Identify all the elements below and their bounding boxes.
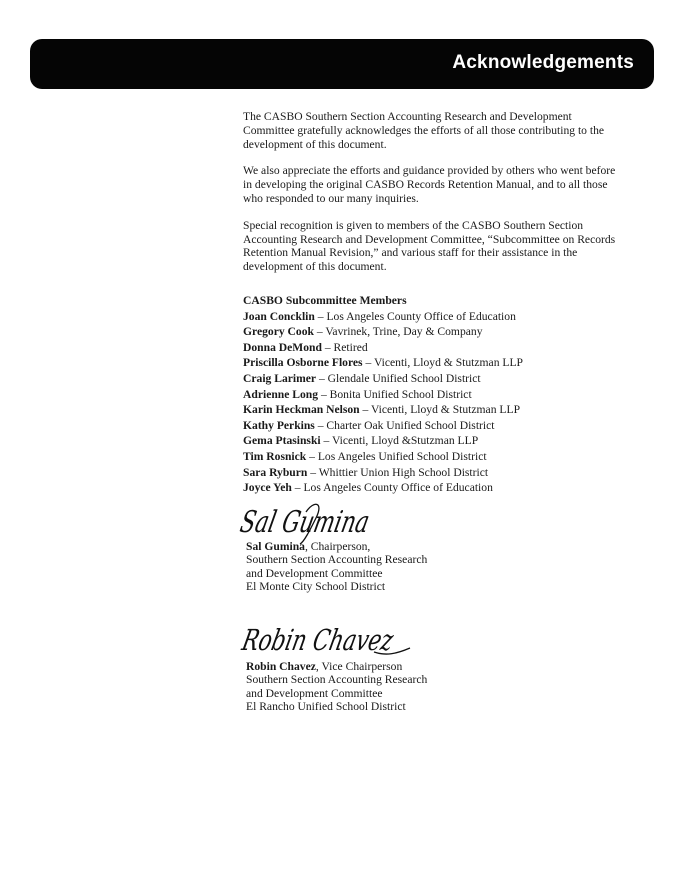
signatory-name: Robin Chavez [246,660,316,673]
member-name: Tim Rosnick [243,449,307,463]
member-item [243,371,623,387]
member-item [243,465,623,481]
signatory-robin-chavez [246,660,427,714]
member-item [243,309,623,325]
header-bar [30,39,654,89]
member-affiliation: – Glendale Unified School District [316,371,481,385]
member-name: Kathy Perkins [243,418,315,432]
member-affiliation: – Vicenti, Lloyd & Stutzman LLP [362,356,523,370]
member-item [243,449,623,465]
member-affiliation: – Whittier Union High School District [307,465,489,479]
member-name: Gema Ptasinski [243,434,321,448]
member-affiliation: – Los Angeles County Office of Education [314,309,516,323]
intro-paragraph: The CASBO Southern Section Accounting Research and Development Committee gratefully acknowledges the efforts of all those contributing to the development of this document. [243,110,605,151]
member-affiliation: – Charter Oak Unified School District [314,418,495,432]
signatory-line: and Development Committee [246,686,383,700]
member-item [243,402,623,418]
signatory-title-line [246,660,427,673]
signatory-line: Southern Section Accounting Research [246,553,428,567]
signatory-title: , Chairperson, [304,540,371,553]
member-item [243,387,623,403]
acknowledgements-body [243,110,623,496]
member-affiliation: – Los Angeles County Office of Education [291,481,493,495]
member-name: Joyce Yeh [243,481,292,495]
signatory-title: , Vice Chairperson [315,660,403,673]
page-title: Acknowledgements [452,52,634,73]
member-affiliation: – Bonita Unified School District [318,387,472,401]
member-name: Gregory Cook [243,325,314,339]
signature-robin-chavez [239,616,449,662]
member-item [243,355,623,371]
members-list [243,309,623,496]
member-affiliation: – Retired [321,340,368,354]
recognition-paragraph: Special recognition is given to members of the CASBO Southern Section Accounting Research and Development Committee, “Subcommittee on Records Retention Manual Revision,” and various staff for their assistance in the development of this document. [243,218,616,274]
signatory-line: El Monte City School District [246,580,386,594]
member-name: Sara Ryburn [243,465,308,479]
signature-sal-gumina [237,498,421,546]
member-affiliation: – Los Angeles Unified School District [306,449,487,463]
svg-text:Sal Gumina: Sal Gumina [237,505,421,540]
signatory-title-line [246,540,427,553]
member-item [243,418,623,434]
member-name: Donna DeMond [243,340,322,354]
member-item [243,340,623,356]
signatory-name: Sal Gumina [246,540,305,553]
members-heading: CASBO Subcommittee Members [243,293,407,307]
member-name: Karin Heckman Nelson [243,403,360,417]
member-item [243,324,623,340]
member-item [243,433,623,449]
member-name: Priscilla Osborne Flores [243,356,363,370]
member-name: Craig Larimer [243,371,317,385]
signatory-line: El Rancho Unified School District [246,700,406,714]
signatory-line: Southern Section Accounting Research [246,673,428,687]
member-affiliation: – Vavrinek, Trine, Day & Company [313,325,483,339]
member-affiliation: – Vicenti, Lloyd &Stutzman LLP [320,434,479,448]
member-item [243,480,623,496]
member-affiliation: – Vicenti, Lloyd & Stutzman LLP [359,403,521,417]
member-name: Joan Concklin [243,309,315,323]
svg-text:Robin Chavez: Robin Chavez [239,623,449,657]
appreciation-paragraph: We also appreciate the efforts and guidance provided by others who went before in developing the original CASBO Records Retention Manual, and to all those who responded to our many inquiries. [243,164,616,205]
member-name: Adrienne Long [243,387,319,401]
signatory-sal-gumina [246,540,427,594]
signatory-line: and Development Committee [246,566,383,580]
